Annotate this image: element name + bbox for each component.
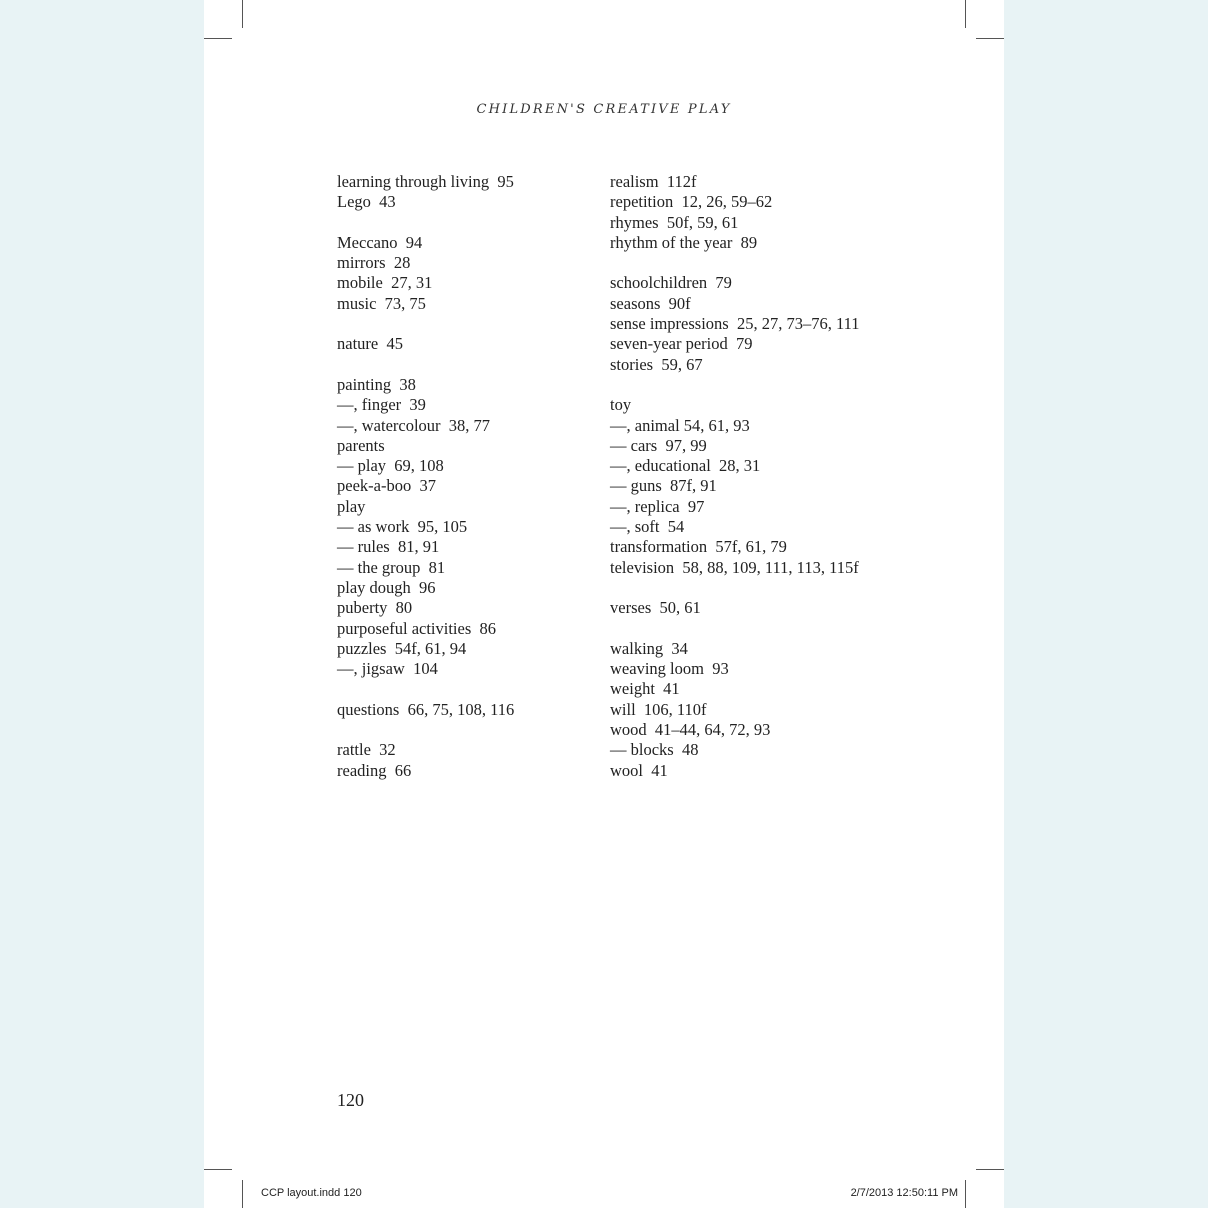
book-page — [204, 0, 1004, 1208]
crop-mark-bottom-right-horizontal — [976, 1169, 1004, 1170]
index-entry: —, soft 54 — [610, 517, 685, 537]
running-head: CHILDREN'S CREATIVE PLAY — [476, 102, 732, 117]
crop-mark-top-left-horizontal — [204, 38, 232, 39]
index-entry: weaving loom 93 — [610, 659, 729, 679]
index-entry: — blocks 48 — [610, 740, 699, 760]
index-entry: —, watercolour 38, 77 — [337, 415, 491, 435]
index-entry: puberty 80 — [337, 598, 413, 618]
index-entry: —, animal 54, 61, 93 — [610, 415, 750, 435]
index-entry: will 106, 110f — [610, 699, 707, 719]
index-entry: —, jigsaw 104 — [337, 659, 438, 679]
index-entry: rhymes 50f, 59, 61 — [610, 212, 739, 232]
crop-mark-bottom-left-vertical — [242, 1180, 243, 1208]
index-entry: verses 50, 61 — [610, 598, 701, 618]
crop-mark-bottom-left-horizontal — [204, 1169, 232, 1170]
index-entry: parents — [337, 435, 385, 455]
index-entry: mirrors 28 — [337, 253, 411, 273]
crop-mark-top-right-vertical — [965, 0, 966, 28]
index-entry: — the group 81 — [337, 557, 446, 577]
index-entry: play — [337, 496, 366, 516]
index-entry: questions 66, 75, 108, 116 — [337, 699, 515, 719]
index-entry: weight 41 — [610, 679, 680, 699]
index-entry: puzzles 54f, 61, 94 — [337, 638, 467, 658]
slug-timestamp: 2/7/2013 12:50:11 PM — [850, 1187, 958, 1199]
index-entry: mobile 27, 31 — [337, 273, 433, 293]
index-entry: —, educational 28, 31 — [610, 456, 761, 476]
index-entry: painting 38 — [337, 374, 416, 394]
index-entry: transformation 57f, 61, 79 — [610, 537, 787, 557]
index-gap — [337, 314, 597, 334]
index-entry: purposeful activities 86 — [337, 618, 497, 638]
index-gap — [337, 679, 597, 699]
index-gap — [610, 375, 910, 395]
index-entry: nature 45 — [337, 334, 403, 354]
crop-mark-bottom-right-vertical — [965, 1180, 966, 1208]
index-entry: —, replica 97 — [610, 496, 705, 516]
index-gap — [337, 213, 597, 233]
index-entry: walking 34 — [610, 638, 688, 658]
index-gap — [337, 720, 597, 740]
index-entry: television 58, 88, 109, 111, 113, 115f — [610, 557, 859, 577]
index-entry: — cars 97, 99 — [610, 435, 707, 455]
index-entry: reading 66 — [337, 760, 412, 780]
index-column-right — [610, 172, 910, 781]
index-entry: schoolchildren 79 — [610, 273, 732, 293]
index-column-left — [337, 172, 597, 781]
index-entry: — guns 87f, 91 — [610, 476, 717, 496]
page-number: 120 — [337, 1090, 364, 1110]
index-entry: Lego 43 — [337, 192, 396, 212]
crop-mark-top-left-vertical — [242, 0, 243, 28]
index-entry: rattle 32 — [337, 740, 396, 760]
slug-file-info: CCP layout.indd 120 — [261, 1187, 362, 1199]
index-entry: — play 69, 108 — [337, 456, 444, 476]
index-gap — [610, 253, 910, 273]
index-entry: play dough 96 — [337, 577, 436, 597]
index-entry: wool 41 — [610, 760, 668, 780]
index-gap — [610, 578, 910, 598]
index-entry: repetition 12, 26, 59–62 — [610, 192, 773, 212]
index-entry: Meccano 94 — [337, 232, 423, 252]
index-entry: —, finger 39 — [337, 395, 426, 415]
crop-mark-top-right-horizontal — [976, 38, 1004, 39]
index-entry: — as work 95, 105 — [337, 517, 468, 537]
index-entry: seasons 90f — [610, 293, 691, 313]
index-entry: realism 112f — [610, 172, 697, 191]
index-entry: learning through living 95 — [337, 172, 514, 191]
index-entry: wood 41–44, 64, 72, 93 — [610, 720, 771, 740]
index-gap — [610, 619, 910, 639]
index-entry: stories 59, 67 — [610, 354, 703, 374]
index-entry: seven-year period 79 — [610, 334, 753, 354]
index-entry: peek-a-boo 37 — [337, 476, 436, 496]
index-entry: music 73, 75 — [337, 293, 426, 313]
index-entry: toy — [610, 395, 632, 415]
index-gap — [337, 355, 597, 375]
index-entry: rhythm of the year 89 — [610, 232, 758, 252]
index-entry: — rules 81, 91 — [337, 537, 440, 557]
index-entry: sense impressions 25, 27, 73–76, 111 — [610, 314, 860, 334]
